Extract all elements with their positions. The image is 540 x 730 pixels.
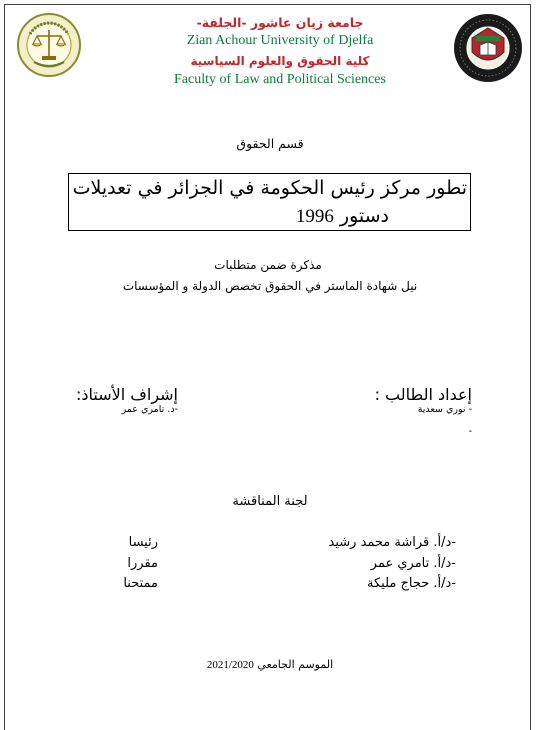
academic-year: [170, 658, 370, 671]
committee-member-name: -د/أ. تامري عمر: [370, 556, 456, 571]
page-frame: [4, 4, 531, 730]
committee-member-name: -د/أ. حجاج مليكة: [367, 576, 456, 591]
department-name: قسم الحقوق: [236, 136, 304, 151]
memo-line-1: مذكرة ضمن متطلبات: [214, 258, 322, 272]
committee-member-role: ممتحنا: [123, 576, 158, 591]
university-crest-icon: [16, 12, 82, 78]
committee-member-role: رئيسا: [128, 535, 158, 550]
supervision-label: إشراف الأستاذ:: [76, 385, 178, 404]
student-name: - نوري سعدية: [417, 404, 472, 415]
committee-title: لجنة المناقشة: [232, 494, 308, 509]
academic-year-value: 2021/2020: [206, 659, 254, 671]
committee-member-name: -د/أ. قراشة محمد رشيد: [328, 535, 456, 550]
academic-year-label: الموسم الجامعي: [257, 658, 334, 671]
faculty-name-english: Faculty of Law and Political Sciences: [174, 72, 386, 87]
university-name-english: Zian Achour University of Djelfa: [186, 33, 374, 48]
faculty-name-arabic: كلية الحقوق والعلوم السياسية: [190, 54, 370, 68]
university-name-arabic: جامعة زيان عاشور -الجلفة-: [196, 15, 364, 30]
thesis-title-year: 1996: [295, 206, 334, 227]
thesis-title-word: دستور: [339, 205, 389, 227]
supervisor-name: -د. تامري عمر: [121, 404, 178, 415]
preparation-label: إعداد الطالب :: [374, 385, 472, 404]
memo-line-2: نيل شهادة الماستر في الحقوق تخصص الدولة و المؤسسات: [122, 279, 418, 293]
committee-member-role: مقررا: [127, 556, 158, 571]
university-seal-icon: [452, 12, 524, 84]
student-name: -: [468, 426, 472, 437]
thesis-title-line-2: [72, 205, 389, 228]
thesis-title-line-1: تطور مركز رئيس الحكومة في الجزائر في تعديلات: [72, 177, 467, 199]
